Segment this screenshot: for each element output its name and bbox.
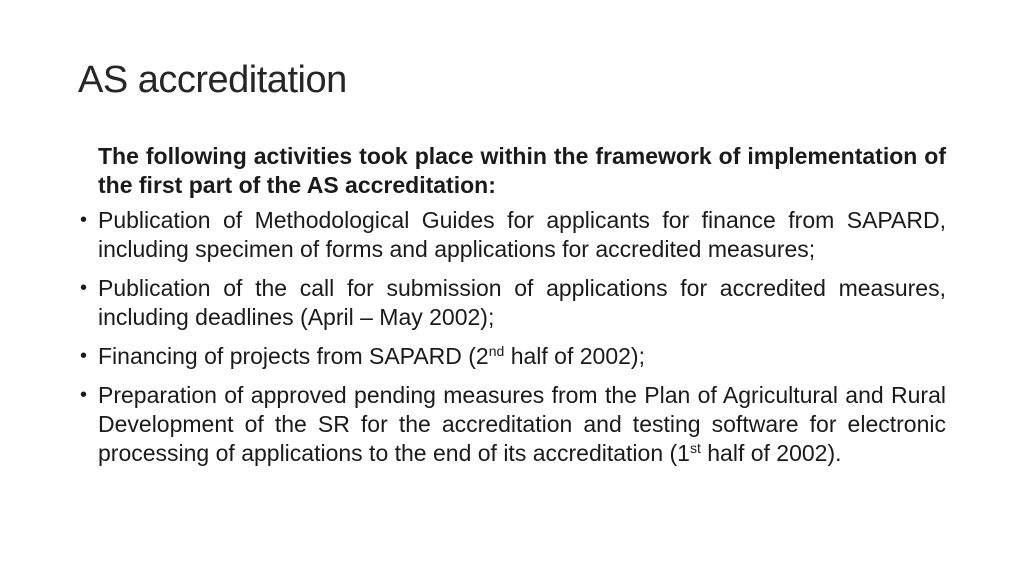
intro-paragraph: The following activities took place within the framework of implementation of the first part of the AS accreditation: xyxy=(98,143,946,198)
bullet-text-after: half of 2002). xyxy=(700,440,842,466)
bullet-item-preparation xyxy=(80,381,946,468)
slide-content xyxy=(80,142,946,478)
bullet-superscript: nd xyxy=(488,343,505,359)
bullet-item-financing xyxy=(80,342,946,371)
bullet-icon: • xyxy=(80,384,88,406)
bullet-item-guides xyxy=(80,206,946,264)
bullet-icon: • xyxy=(80,345,88,367)
bullet-text-before: Financing of projects from SAPARD (2 xyxy=(98,343,489,369)
bullet-superscript: st xyxy=(689,440,701,456)
slide-title: AS accreditation xyxy=(78,59,347,101)
bullet-text-after: half of 2002); xyxy=(504,343,645,369)
bullet-text: Publication of the call for submission of applications for accredited measures, including deadlines (April – May 2002); xyxy=(98,275,946,330)
bullet-item-call xyxy=(80,274,946,332)
bullet-text-before: Preparation of approved pending measures from the Plan of Agricultural and Rural Development of the SR for the accreditation and testing software for electronic processing of applications to the end of its accreditation (1 xyxy=(98,382,946,466)
bullet-icon: • xyxy=(80,209,88,231)
bullet-list xyxy=(80,206,946,468)
bullet-text: Publication of Methodological Guides for applicants for finance from SAPARD, including specimen of forms and applications for accredited measures; xyxy=(98,207,946,262)
bullet-icon: • xyxy=(80,277,88,299)
